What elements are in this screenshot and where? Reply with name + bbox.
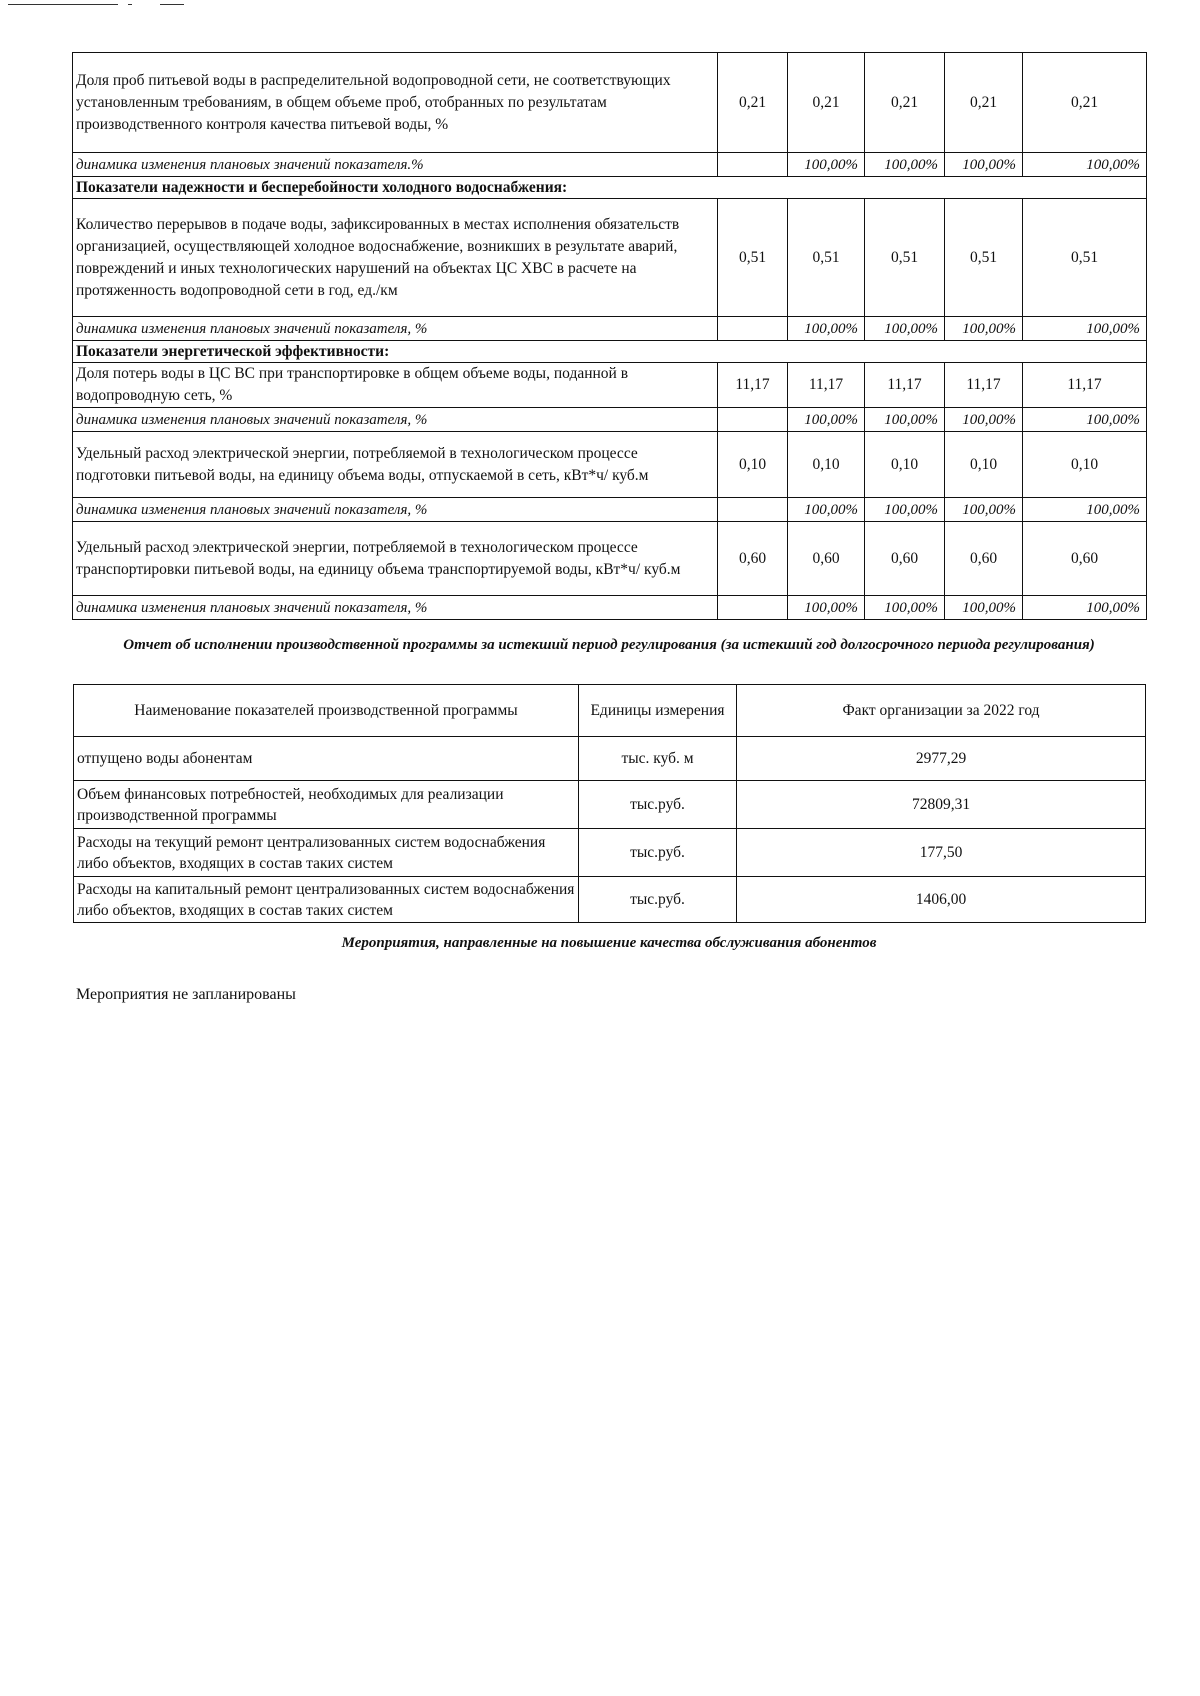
dynamics-row: [73, 596, 1147, 620]
report-header-row: [74, 685, 1146, 737]
report-cell-unit: тыс.руб.: [579, 781, 737, 829]
table-row: [73, 53, 1147, 153]
indicator-value: 100,00%: [865, 153, 945, 177]
scan-marks: [0, 0, 200, 10]
indicator-value: 100,00%: [865, 498, 945, 522]
report-cell-name: Объем финансовых потребностей, необходимых для реализации производственной программы: [74, 781, 579, 829]
indicators-body: [73, 53, 1147, 620]
section-heading: Показатели надежности и бесперебойности холодного водоснабжения:: [73, 177, 1147, 199]
report-cell-value: 72809,31: [737, 781, 1146, 829]
indicator-value: 0,60: [945, 522, 1023, 596]
indicator-label: динамика изменения плановых значений показателя.%: [73, 153, 718, 177]
indicator-value: 0,21: [1023, 53, 1147, 153]
indicator-value: [718, 596, 788, 620]
indicator-value: 0,60: [718, 522, 788, 596]
indicator-value: 100,00%: [865, 596, 945, 620]
indicator-value: 0,51: [788, 199, 865, 317]
indicator-value: 11,17: [788, 363, 865, 408]
indicator-value: 100,00%: [865, 317, 945, 341]
indicator-value: 0,60: [865, 522, 945, 596]
indicator-label: динамика изменения плановых значений показателя, %: [73, 498, 718, 522]
table-row: [74, 781, 1146, 829]
indicator-value: 0,51: [865, 199, 945, 317]
indicator-label: Доля проб питьевой воды в распределительной водопроводной сети, не соответствующих установленным требованиям, в общем объеме проб, отобранных по результатам производственного контроля качества питьевой воды, %: [73, 53, 718, 153]
report-cell-unit: тыс.руб.: [579, 829, 737, 877]
indicator-label: Удельный расход электрической энергии, потребляемой в технологическом процессе подготовки питьевой воды, на единицу объема воды, отпускаемой в сеть, кВт*ч/ куб.м: [73, 432, 718, 498]
indicator-label: динамика изменения плановых значений показателя, %: [73, 408, 718, 432]
report-table: [73, 684, 1146, 923]
report-cell-unit: тыс. куб. м: [579, 737, 737, 781]
indicator-value: 0,21: [718, 53, 788, 153]
section-heading: Показатели энергетической эффективности:: [73, 341, 1147, 363]
indicator-label: Доля потерь воды в ЦС ВС при транспортировке в общем объеме воды, поданной в водопроводную сеть, %: [73, 363, 718, 408]
report-header-name: Наименование показателей производственной программы: [74, 685, 579, 737]
indicator-value: 100,00%: [945, 596, 1023, 620]
measures-text: Мероприятия не запланированы: [76, 986, 296, 1003]
report-cell-unit: тыс.руб.: [579, 877, 737, 923]
indicator-value: 100,00%: [945, 317, 1023, 341]
indicator-value: 100,00%: [788, 408, 865, 432]
report-cell-value: 2977,29: [737, 737, 1146, 781]
indicator-value: 100,00%: [1023, 153, 1147, 177]
indicators-table: [72, 52, 1147, 620]
indicator-value: 100,00%: [945, 498, 1023, 522]
indicator-label: динамика изменения плановых значений показателя, %: [73, 317, 718, 341]
indicator-value: 100,00%: [945, 408, 1023, 432]
indicator-label: Количество перерывов в подаче воды, зафиксированных в местах исполнения обязательств организацией, осуществляющей холодное водоснабжение, возникших в результате аварий, повреждений и иных технологических нарушений на объектах ЦС ХВС в расчете на протяженность водопроводной сети в год, ед./км: [73, 199, 718, 317]
indicator-value: [718, 153, 788, 177]
indicator-value: 0,51: [718, 199, 788, 317]
section-row: [73, 341, 1147, 363]
report-cell-value: 177,50: [737, 829, 1146, 877]
table-row: [73, 363, 1147, 408]
indicator-value: 100,00%: [1023, 596, 1147, 620]
indicator-value: 11,17: [865, 363, 945, 408]
report-title: Отчет об исполнении производственной программы за истекший период регулирования (за истекший год долгосрочного периода регулирования): [123, 637, 1095, 653]
indicator-value: 0,60: [1023, 522, 1147, 596]
indicator-value: 0,10: [945, 432, 1023, 498]
indicator-value: 100,00%: [1023, 498, 1147, 522]
indicator-value: 0,21: [865, 53, 945, 153]
indicator-value: 0,60: [788, 522, 865, 596]
table-row: [73, 522, 1147, 596]
report-header-unit: Единицы измерения: [579, 685, 737, 737]
indicator-value: 0,10: [865, 432, 945, 498]
indicator-value: [718, 408, 788, 432]
indicator-value: 100,00%: [1023, 317, 1147, 341]
indicator-value: 0,21: [788, 53, 865, 153]
indicator-value: 0,51: [1023, 199, 1147, 317]
indicator-value: 0,21: [945, 53, 1023, 153]
indicator-value: [718, 317, 788, 341]
indicator-value: 0,10: [718, 432, 788, 498]
indicator-label: динамика изменения плановых значений показателя, %: [73, 596, 718, 620]
indicator-value: 11,17: [945, 363, 1023, 408]
indicator-value: 100,00%: [788, 498, 865, 522]
indicator-value: 11,17: [1023, 363, 1147, 408]
indicator-value: 100,00%: [788, 153, 865, 177]
table-row: [73, 432, 1147, 498]
report-cell-name: Расходы на текущий ремонт централизованных систем водоснабжения либо объектов, входящих в состав таких систем: [74, 829, 579, 877]
report-cell-value: 1406,00: [737, 877, 1146, 923]
indicator-value: 100,00%: [945, 153, 1023, 177]
indicator-value: 100,00%: [788, 596, 865, 620]
indicator-value: 100,00%: [788, 317, 865, 341]
report-cell-name: Расходы на капитальный ремонт централизованных систем водоснабжения либо объектов, входящих в состав таких систем: [74, 877, 579, 923]
dynamics-row: [73, 498, 1147, 522]
report-header-fact: Факт организации за 2022 год: [737, 685, 1146, 737]
indicator-value: 0,10: [788, 432, 865, 498]
dynamics-row: [73, 153, 1147, 177]
indicator-value: 0,10: [1023, 432, 1147, 498]
table-row: [74, 829, 1146, 877]
dynamics-row: [73, 317, 1147, 341]
table-row: [73, 199, 1147, 317]
dynamics-row: [73, 408, 1147, 432]
indicator-value: 100,00%: [1023, 408, 1147, 432]
indicator-value: 11,17: [718, 363, 788, 408]
table-row: [74, 737, 1146, 781]
report-cell-name: отпущено воды абонентам: [74, 737, 579, 781]
indicator-label: Удельный расход электрической энергии, потребляемой в технологическом процессе транспортировки питьевой воды, на единицу объема транспортируемой воды, кВт*ч/ куб.м: [73, 522, 718, 596]
table-row: [74, 877, 1146, 923]
indicator-value: [718, 498, 788, 522]
indicator-value: 0,51: [945, 199, 1023, 317]
indicator-value: 100,00%: [865, 408, 945, 432]
section-row: [73, 177, 1147, 199]
measures-title: Мероприятия, направленные на повышение качества обслуживания абонентов: [341, 935, 877, 951]
